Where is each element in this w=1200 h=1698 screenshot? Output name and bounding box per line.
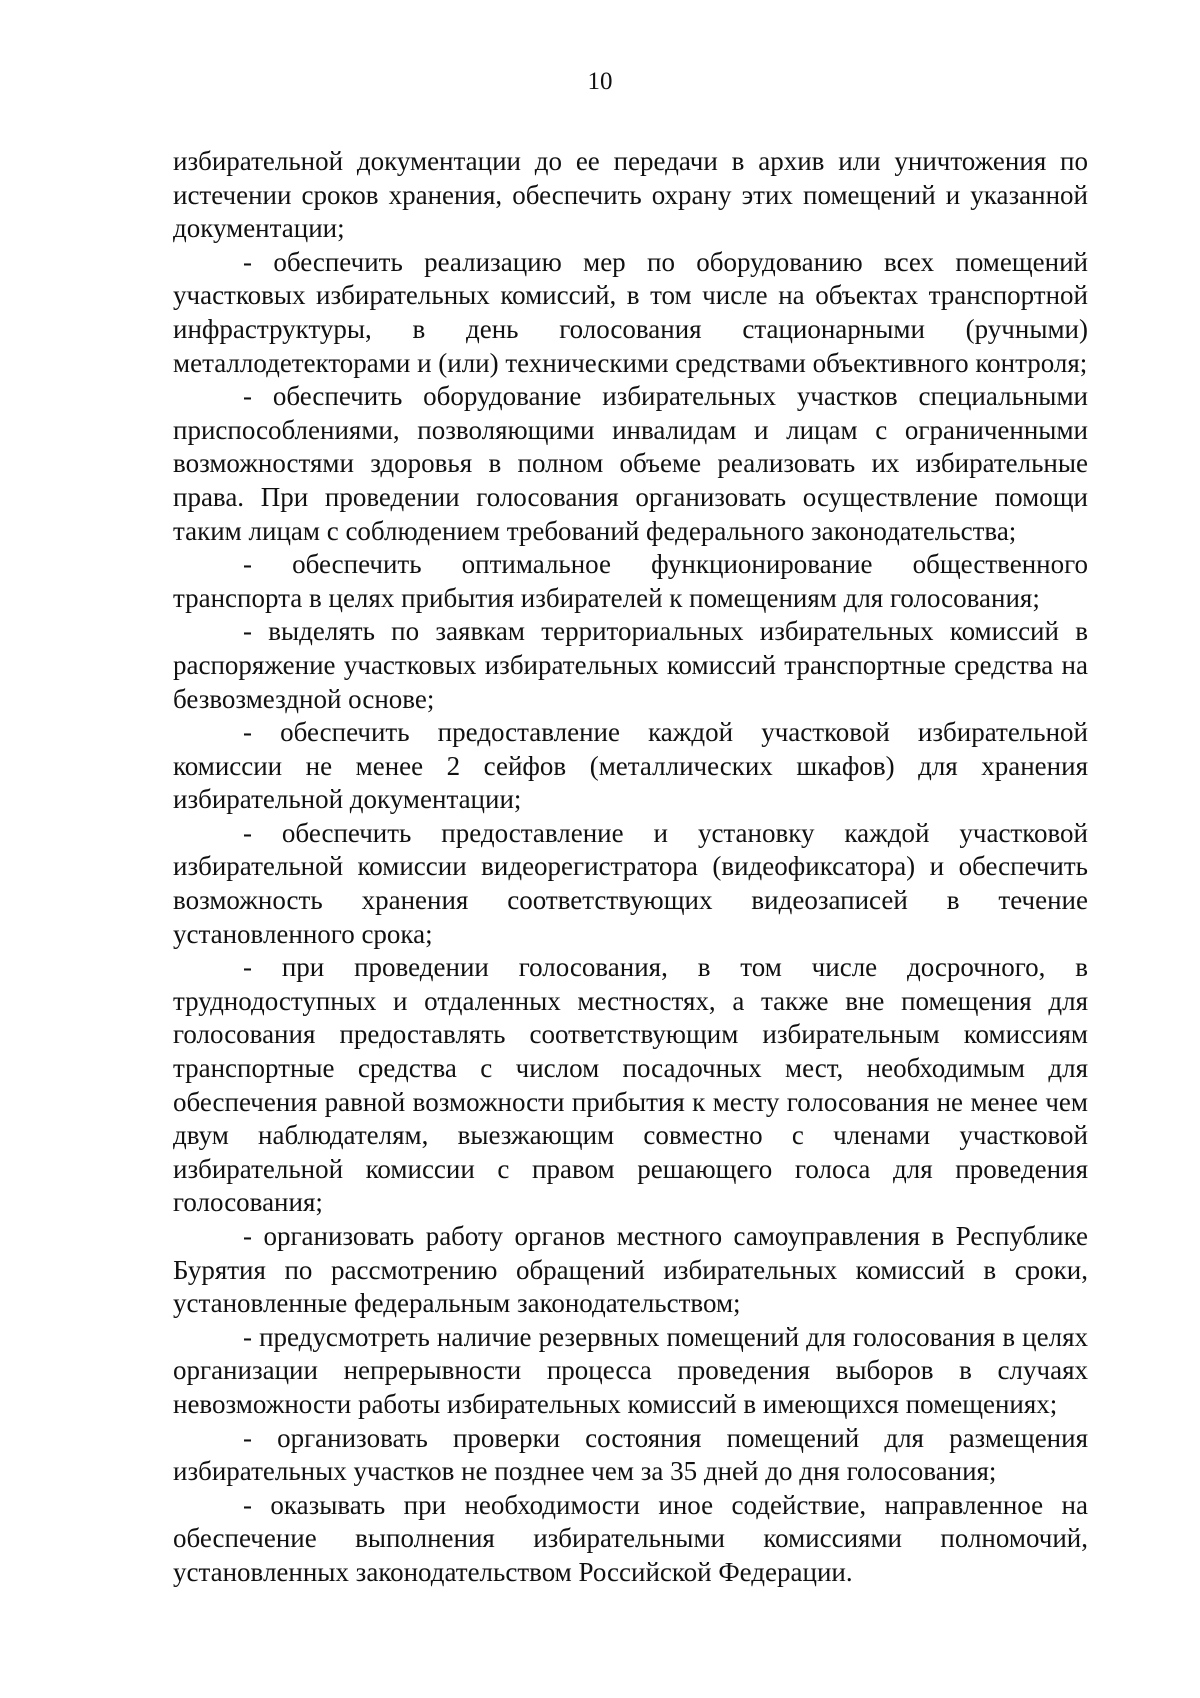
paragraph-accessibility: - обеспечить оборудование избирательных участков специальными приспособлениями, позволяющими инвалидам и лицам с ограниченными возможностями здоровья в полном объеме реализовать их избирательные права. При проведении голосования организовать осуществление помощи таким лицам с соблюдением требований федерального законодательства;	[173, 381, 1088, 546]
paragraph-vehicles: - выделять по заявкам территориальных избирательных комиссий в распоряжение участковых избирательных комиссий транспортные средства на безвозмездной основе;	[173, 616, 1088, 714]
paragraph-continuation: избирательной документации до ее передачи в архив или уничтожения по истечении сроков хранения, обеспечить охрану этих помещений и указанной документации;	[173, 146, 1088, 244]
paragraph-metal-detectors: - обеспечить реализацию мер по оборудованию всех помещений участковых избирательных комиссий, в том числе на объектах транспортной инфраструктуры, в день голосования стационарными (ручными) металлодетекторами и (или) техническими средствами объективного контроля;	[173, 246, 1088, 378]
paragraph-local-government: - организовать работу органов местного самоуправления в Республике Бурятия по рассмотрению обращений избирательных комиссий в сроки, установленные федеральным законодательством;	[173, 1221, 1088, 1319]
document-body	[173, 145, 1088, 1590]
paragraph-inspections: - организовать проверки состояния помещений для размещения избирательных участков не позднее чем за 35 дней до дня голосования;	[173, 1422, 1088, 1487]
paragraph-public-transport: - обеспечить оптимальное функционирование общественного транспорта в целях прибытия избирателей к помещениям для голосования;	[173, 549, 1088, 613]
paragraph-reserve-premises: - предусмотреть наличие резервных помещений для голосования в целях организации непрерывности процесса проведения выборов в случаях невозможности работы избирательных комиссий в имеющихся помещениях;	[173, 1321, 1088, 1419]
paragraph-other-assistance: - оказывать при необходимости иное содействие, направленное на обеспечение выполнения избирательными комиссиями полномочий, установленных законодательством Российской Федерации.	[173, 1489, 1088, 1587]
paragraph-video-recorders: - обеспечить предоставление и установку каждой участковой избирательной комиссии видеорегистратора (видеофиксатора) и обеспечить возможность хранения соответствующих видеозаписей в течение установленного срока;	[173, 817, 1088, 949]
paragraph-remote-voting: - при проведении голосования, в том числе досрочного, в труднодоступных и отдаленных местностях, а также вне помещения для голосования предоставлять соответствующим избирательным комиссиям транспортные средства с числом посадочных мест, необходимым для обеспечения равной возможности прибытия к месту голосования не менее чем двум наблюдателям, выезжающим совместно с членами участковой избирательной комиссии с правом решающего голоса для проведения голосования;	[173, 952, 1088, 1218]
page-number: 10	[587, 68, 613, 95]
paragraph-safes: - обеспечить предоставление каждой участковой избирательной комиссии не менее 2 сейфов (металлических шкафов) для хранения избирательной документации;	[173, 717, 1088, 815]
